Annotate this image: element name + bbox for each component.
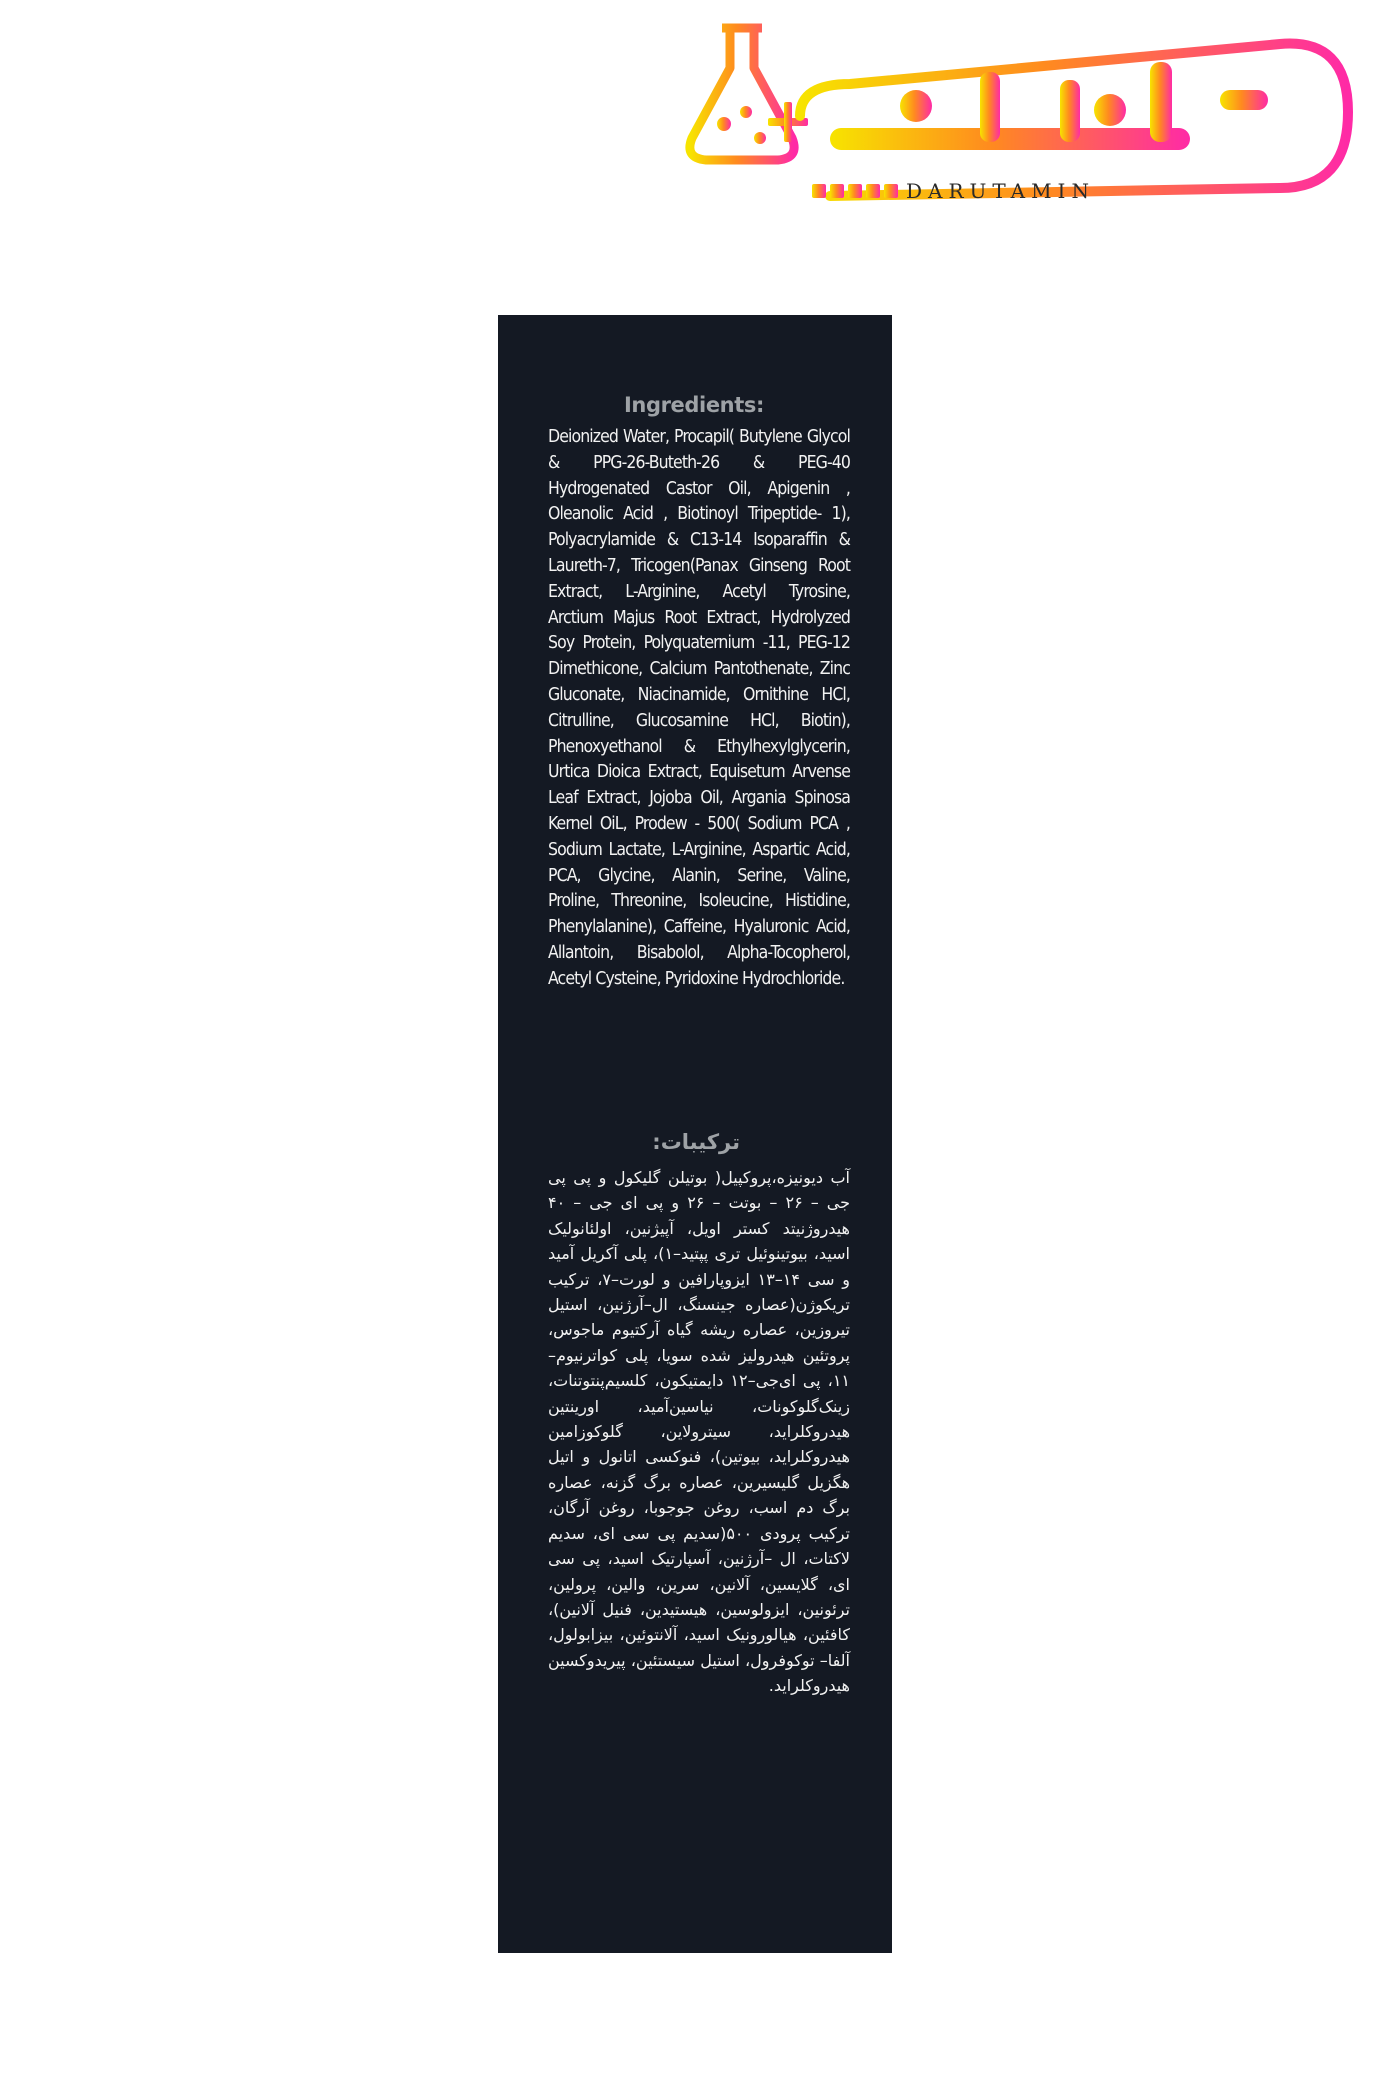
ingredients-fa-text: آب دیونیزه،پروکپیل( بوتیلن گلیکول و پی پی جی – ۲۶ – بوتت – ۲۶ و پی ای جی – ۴۰ هیدروژنیتد کستر اویل، آپیژنین، اولئانولیک اسید، بیوتینوئیل تری پپتید–۱)، پلی آکریل آمید و سی ۱۴–۱۳ ایزوپارافین و لورت–۷، ترکیب تریکوژن(عصاره جینسنگ، ال–آرژنین، استیل تیروزین، عصاره ریشه گیاه آرکتیوم ماجوس، پروتئین هیدرولیز شده سویا، پلی کواترنیوم– ۱۱، پی ای‌جی–۱۲ دایمتیکون، کلسیم‌پنتوتنات، زینک‌گلوکونات، نیاسین‌آمید، اورینتین هیدروکلراید، سیترولاین، گلوکوزامین هیدروکلراید، بیوتین)، فنوکسی اتانول و اتیل هگزیل گلیسیرین، عصاره برگ گزنه، عصاره برگ دم اسب، روغن جوجوبا، روغن آرگان، ترکیب پرودی ۵۰۰(سدیم پی سی ای، سدیم لاکتات، ال –آرژنین، آسپارتیک اسید، پی سی ای، گلایسین، آلانین، سرین، والین، پرولین، ترئونین، ایزولوسین، هیستیدین، فنیل آلانین)، کافئین، هیالورونیک اسید، آلانتوئین، بیزابولول، آلفا– توکوفرول، استیل سیستئین، پیریدوکسین هیدروکلراید. <box>548 1168 851 1696</box>
logo-wordmark-en: DARUTAMIN <box>906 179 1095 203</box>
ingredients-en-text: Deionized Water, Procapil( Butylene Glycol & PPG-26-Buteth-26 & PEG-40 Hydrogenated Castor Oil, Apigenin , Oleanolic Acid , Biotinoyl Tripeptide- 1), Polyacrylamide & C13-14 Isoparaffin & Laureth-7, Tricogen(Panax Ginseng Root Extract, L-Arginine, Acetyl Tyrosine, Arctium Majus Root Extract, Hydrolyzed Soy Protein, Polyquaternium -11, PEG-12 Dimethicone, Calcium Pantothenate, Zinc Gluconate, Niacinamide, Ornithine HCl, Citrulline, Glucosamine HCl, Biotin), Phenoxyethanol & Ethylhexylglycerin, Urtica Dioica Extract, Equisetum Arvense Leaf Extract, Jojoba Oil, Argania Spinosa Kernel OiL, Prodew - 500( Sodium PCA , Sodium Lactate, L-Arginine, Aspartic Acid, PCA, Glycine, Alanin, Serine, Valine, Proline, Threonine, Isoleucine, Histidine, Phenylalanine), Caffeine, Hyaluronic Acid, Allantoin, Bisabolol, Alpha-Tocopherol, Acetyl Cysteine, Pyridoxine Hydrochloride. <box>548 427 850 989</box>
darutamin-logo-icon <box>680 20 1360 220</box>
ingredients-fa-title: ترکیبات: <box>652 1130 740 1154</box>
ingredients-en-title: Ingredients: <box>624 393 764 417</box>
product-box-panel <box>498 315 892 1953</box>
flask-icon <box>690 28 794 160</box>
brand-logo <box>680 20 1360 220</box>
